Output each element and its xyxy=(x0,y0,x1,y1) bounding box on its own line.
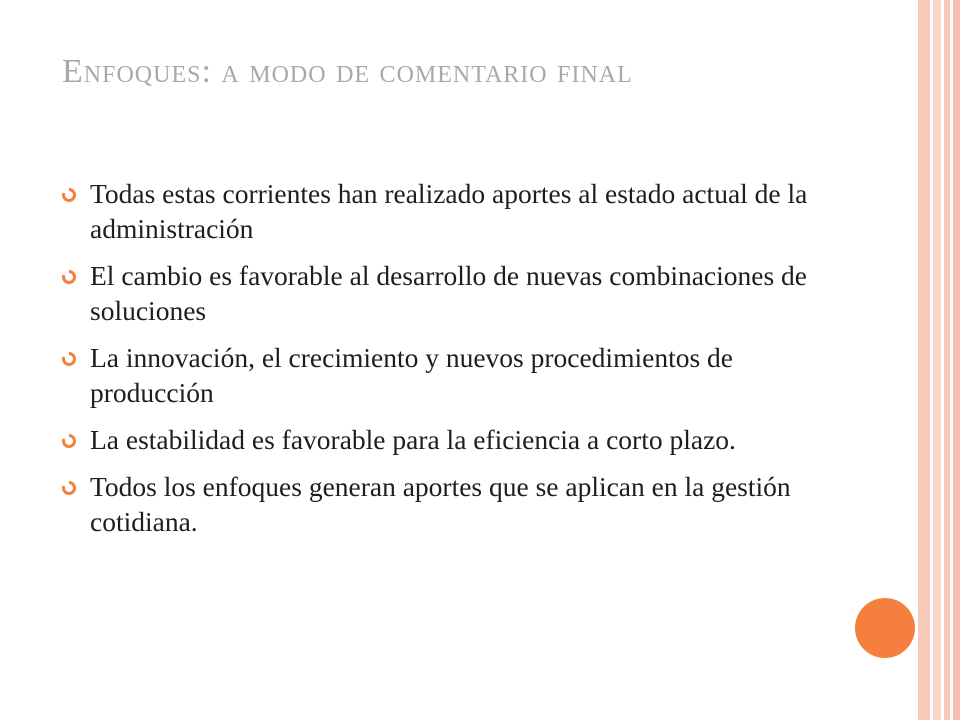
bullet-ring-icon xyxy=(62,270,76,284)
accent-circle xyxy=(855,598,915,658)
bullet-list xyxy=(62,176,822,551)
bullet-text: Todas estas corrientes han realizado aportes al estado actual de la administración xyxy=(90,178,808,244)
decorative-stripe xyxy=(953,0,960,720)
decorative-stripe xyxy=(918,0,930,720)
bullet-text: Todos los enfoques generan aportes que se aplican en la gestión cotidiana. xyxy=(90,471,791,537)
bullet-item xyxy=(62,340,822,410)
bullet-ring-icon xyxy=(62,481,76,495)
bullet-item xyxy=(62,422,822,457)
bullet-item xyxy=(62,176,822,246)
bullet-ring-icon xyxy=(62,434,76,448)
decorative-stripe xyxy=(933,0,941,720)
bullet-text: La innovación, el crecimiento y nuevos procedimientos de producción xyxy=(90,342,733,408)
slide-title: Enfoques: a modo de comentario final xyxy=(62,53,633,90)
bullet-item xyxy=(62,469,822,539)
bullet-text: El cambio es favorable al desarrollo de nuevas combinaciones de soluciones xyxy=(90,260,808,326)
bullet-item xyxy=(62,258,822,328)
bullet-text: La estabilidad es favorable para la eficiencia a corto plazo. xyxy=(90,424,736,455)
bullet-ring-icon xyxy=(62,188,76,202)
bullet-ring-icon xyxy=(62,352,76,366)
